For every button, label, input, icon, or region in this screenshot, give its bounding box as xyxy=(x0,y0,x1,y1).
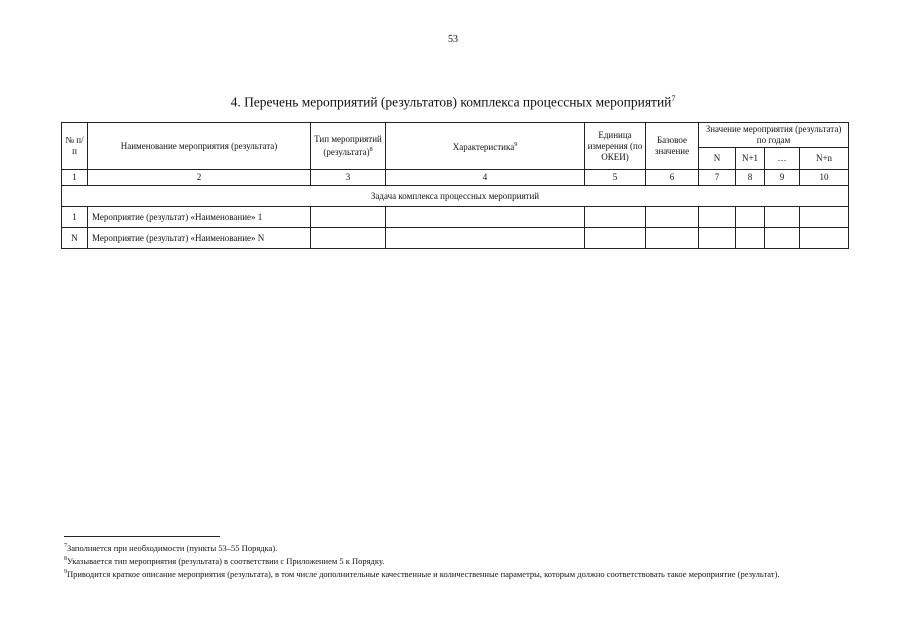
empty-cell xyxy=(585,207,646,228)
empty-cell xyxy=(646,228,699,249)
column-number: 8 xyxy=(736,170,765,186)
header-year: N+1 xyxy=(736,148,765,170)
footnote xyxy=(64,567,846,580)
column-number-row xyxy=(62,170,849,186)
column-number: 10 xyxy=(800,170,849,186)
empty-cell xyxy=(646,207,699,228)
footnote xyxy=(64,554,846,567)
empty-cell xyxy=(386,207,585,228)
row-name: Мероприятие (результат) «Наименование» 1 xyxy=(88,207,311,228)
empty-cell xyxy=(311,228,386,249)
column-number: 9 xyxy=(765,170,800,186)
table-row xyxy=(62,228,849,249)
footnote-ref: 7 xyxy=(64,543,67,549)
footnote-divider xyxy=(64,536,220,537)
header-year: N+n xyxy=(800,148,849,170)
section-row xyxy=(62,186,849,207)
title-footnote-ref: 7 xyxy=(671,94,676,103)
empty-cell xyxy=(699,228,736,249)
table-row xyxy=(62,207,849,228)
column-number: 4 xyxy=(386,170,585,186)
footnote-ref: 9 xyxy=(64,568,67,575)
header-year: … xyxy=(765,148,800,170)
header-characteristic-label: Характеристика xyxy=(452,141,515,152)
row-num: 1 xyxy=(62,207,88,228)
empty-cell xyxy=(736,228,765,249)
document-title xyxy=(0,94,906,111)
column-number: 6 xyxy=(646,170,699,186)
empty-cell xyxy=(585,228,646,249)
header-year: N xyxy=(699,148,736,170)
header-type-label: Тип мероприятий (результата) xyxy=(314,134,382,157)
column-number: 2 xyxy=(88,170,311,186)
row-name: Мероприятие (результат) «Наименование» N xyxy=(88,228,311,249)
title-text: 4. Перечень мероприятий (результатов) комплекса процессных мероприятий xyxy=(230,94,672,110)
header-row xyxy=(62,123,849,148)
column-number: 1 xyxy=(62,170,88,186)
empty-cell xyxy=(736,207,765,228)
page-number: 53 xyxy=(448,34,458,45)
events-table xyxy=(61,122,849,249)
footnote-ref: 8 xyxy=(64,555,67,562)
header-base-value: Базовое значение xyxy=(646,123,699,170)
row-num: N xyxy=(62,228,88,249)
footnotes xyxy=(64,536,846,579)
header-characteristic xyxy=(386,123,585,170)
column-number: 5 xyxy=(585,170,646,186)
footnote-text: Приводится краткое описание мероприятия (результата), в том числе дополнительные качественные и количественные параметры, которым должно соответствовать такое мероприятие (результат). xyxy=(67,568,780,579)
column-number: 7 xyxy=(699,170,736,186)
header-unit: Единица измерения (по ОКЕИ) xyxy=(585,123,646,170)
footnote xyxy=(64,541,846,554)
header-type-footnote-ref: 8 xyxy=(369,147,373,153)
header-characteristic-footnote-ref: 9 xyxy=(514,141,518,148)
empty-cell xyxy=(386,228,585,249)
empty-cell xyxy=(800,228,849,249)
empty-cell xyxy=(311,207,386,228)
column-number: 3 xyxy=(311,170,386,186)
empty-cell xyxy=(800,207,849,228)
empty-cell xyxy=(765,228,800,249)
header-values-by-year: Значение мероприятия (результата) по годам xyxy=(699,123,849,148)
footnote-text: Указывается тип мероприятия (результата) в соответствии с Приложением 5 к Порядку. xyxy=(67,555,385,566)
header-name: Наименование мероприятия (результата) xyxy=(88,123,311,170)
empty-cell xyxy=(765,207,800,228)
header-type xyxy=(311,123,386,170)
empty-cell xyxy=(699,207,736,228)
footnote-text: Заполняется при необходимости (пункты 53–55 Порядка). xyxy=(67,542,278,553)
header-num: № п/п xyxy=(62,123,88,170)
section-title: Задача комплекса процессных мероприятий xyxy=(62,186,849,207)
